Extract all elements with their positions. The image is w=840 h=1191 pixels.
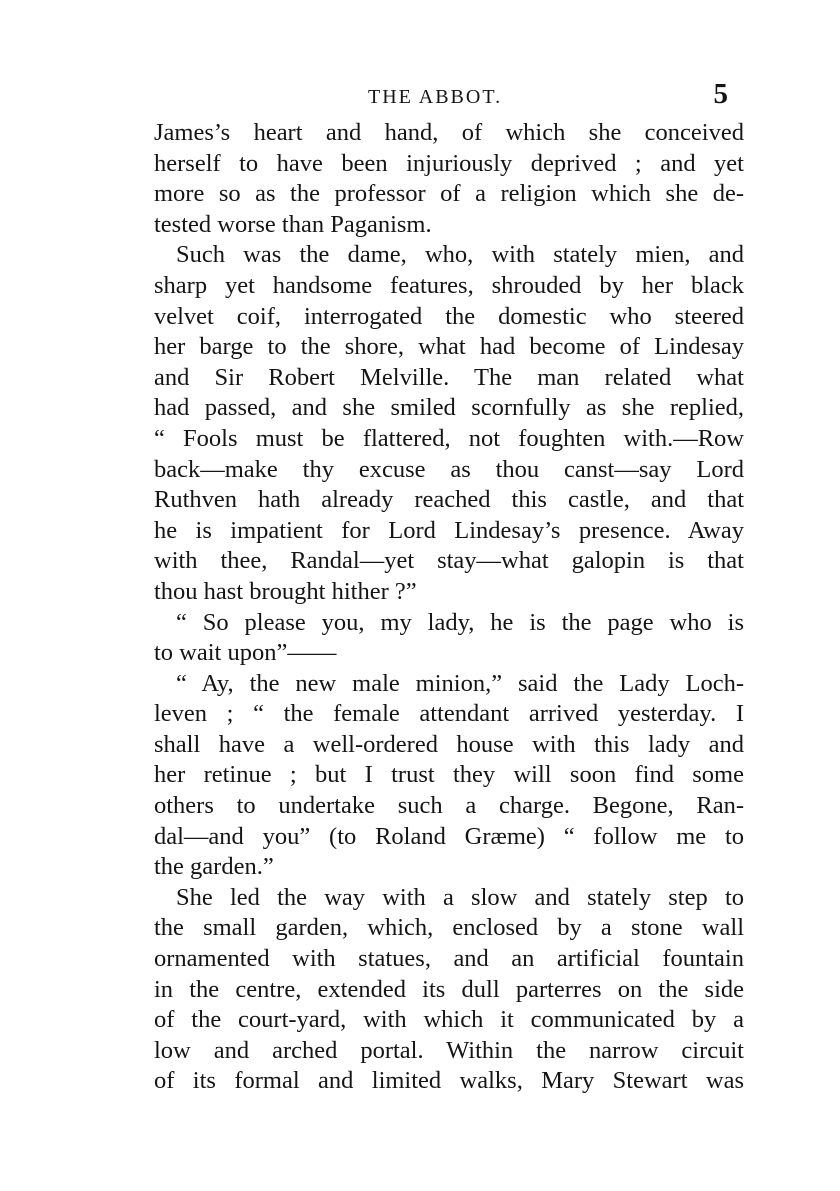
body-text — [154, 118, 744, 1097]
text-line: with thee, Randal—yet stay—what galopin is that — [154, 547, 744, 575]
text-line: the garden.” — [154, 853, 274, 881]
text-line: her retinue ; but I trust they will soon find some — [154, 761, 744, 789]
text-line: dal—and you” (to Roland Græme) “ follow me to — [154, 822, 744, 850]
text-line: “ So please you, my lady, he is the page who is — [176, 608, 744, 636]
text-line: thou hast brought hither ?” — [154, 577, 417, 605]
text-line: more so as the professor of a religion which she de- — [154, 180, 744, 208]
text-line: in the centre, extended its dull parterres on the side — [154, 975, 744, 1003]
text-line: of the court-yard, with which it communicated by a — [154, 1006, 744, 1034]
text-line: tested worse than Paganism. — [154, 210, 432, 238]
text-line: her barge to the shore, what had become of Lindesay — [154, 333, 744, 361]
text-line: low and arched portal. Within the narrow circuit — [154, 1036, 744, 1064]
text-line: he is impatient for Lord Lindesay’s presence. Away — [154, 516, 744, 544]
text-line: velvet coif, interrogated the domestic who steered — [154, 302, 744, 330]
text-line: Such was the dame, who, with stately mien, and — [176, 241, 744, 269]
text-line: back—make thy excuse as thou canst—say Lord — [154, 455, 744, 483]
text-line: ornamented with statues, and an artificial fountain — [154, 945, 744, 973]
text-line: sharp yet handsome features, shrouded by her black — [154, 271, 744, 299]
text-line: herself to have been injuriously deprived ; and yet — [154, 149, 744, 177]
text-line: others to undertake such a charge. Begone, Ran- — [154, 792, 744, 820]
text-line: “ Ay, the new male minion,” said the Lady Loch- — [176, 669, 744, 697]
text-line: and Sir Robert Melville. The man related what — [154, 363, 744, 391]
page-number: 5 — [713, 78, 728, 110]
text-line: leven ; “ the female attendant arrived yesterday. I — [154, 700, 744, 728]
text-line: of its formal and limited walks, Mary Stewart was — [154, 1067, 744, 1095]
text-line: She led the way with a slow and stately step to — [176, 883, 744, 911]
text-line: shall have a well-ordered house with this lady and — [154, 730, 744, 758]
text-line: Ruthven hath already reached this castle, and that — [154, 486, 744, 514]
text-line: the small garden, which, enclosed by a stone wall — [154, 914, 744, 942]
running-head — [150, 78, 740, 112]
text-line: James’s heart and hand, of which she conceived — [154, 119, 744, 146]
text-line: to wait upon”—— — [154, 639, 337, 667]
text-line: “ Fools must be flattered, not foughten with.—Row — [154, 424, 744, 452]
text-line: had passed, and she smiled scornfully as she replied, — [154, 394, 744, 422]
running-title: THE ABBOT. — [368, 86, 503, 108]
